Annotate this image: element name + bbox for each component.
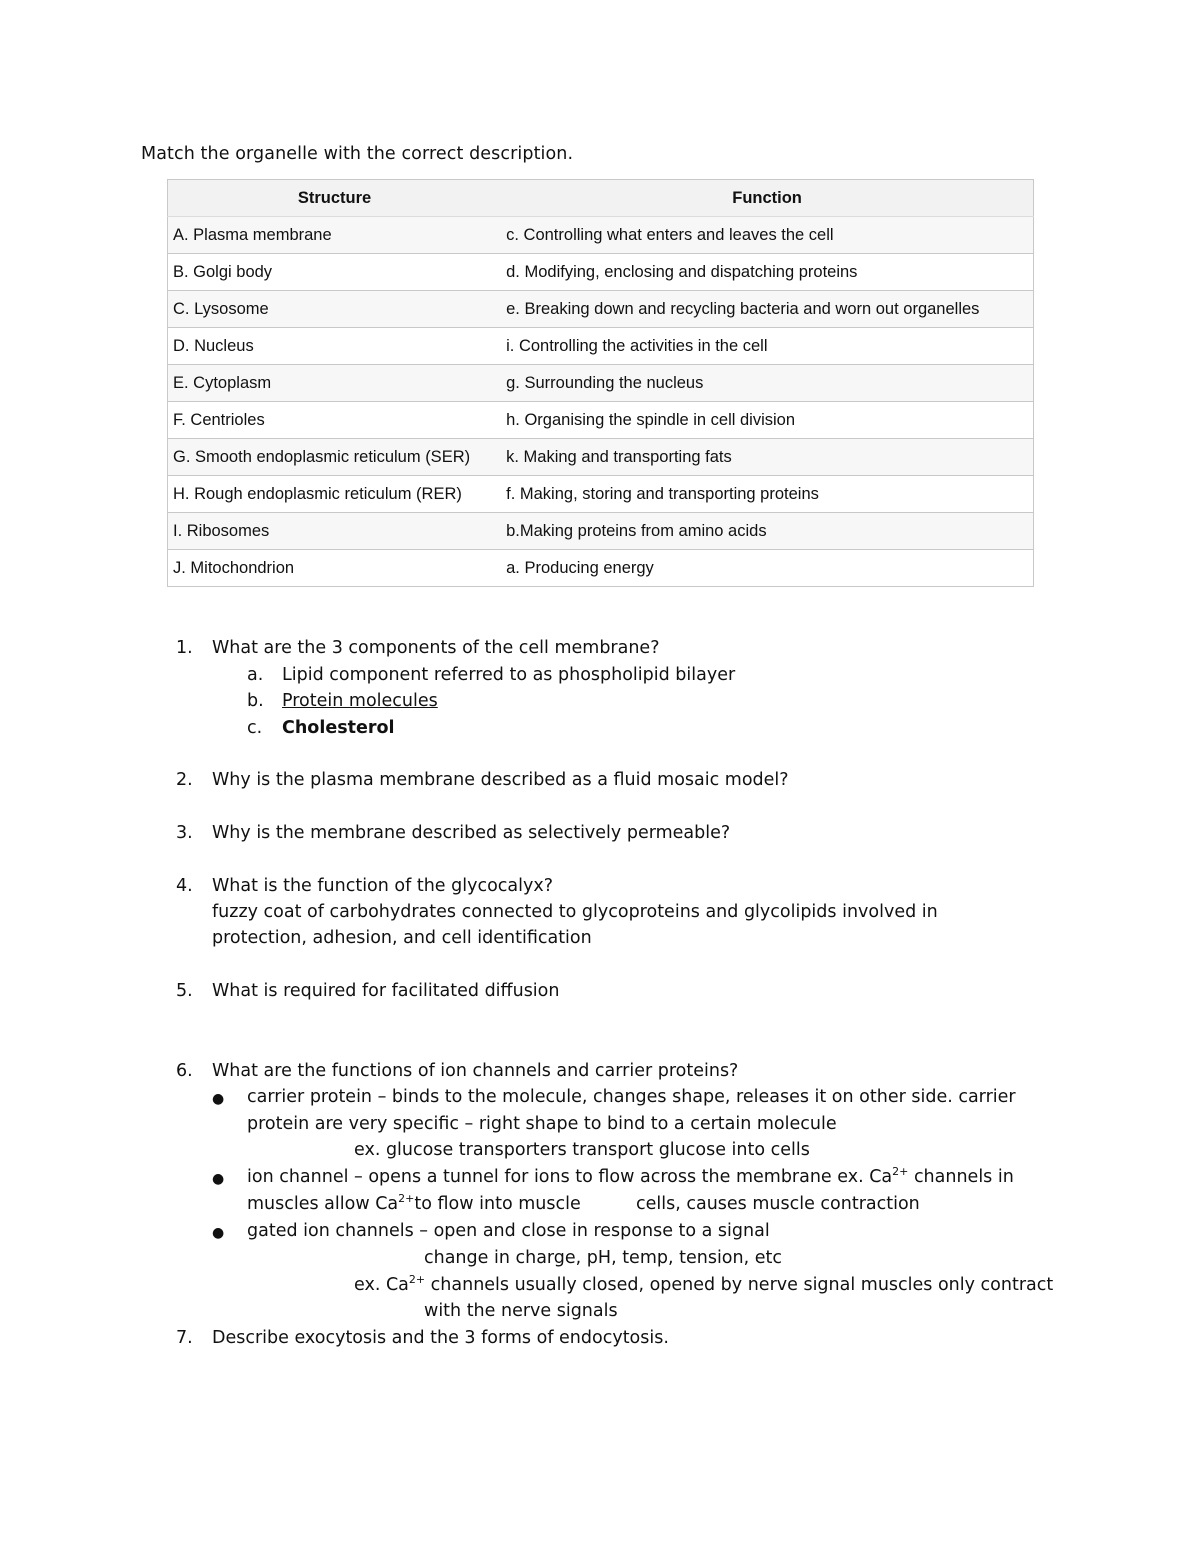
answer-line: cells, causes muscle contraction [636, 1194, 920, 1214]
structure-cell: J. Mitochondrion [168, 550, 502, 587]
question-number: 3. [176, 823, 193, 843]
sub-label: c. [247, 718, 263, 738]
structure-cell: F. Centrioles [168, 402, 502, 439]
bullet-icon: ● [212, 1171, 225, 1187]
bullet-icon: ● [212, 1225, 225, 1241]
question-number: 7. [176, 1328, 193, 1348]
structure-cell: H. Rough endoplasmic reticulum (RER) [168, 476, 502, 513]
answer-line: change in charge, pH, temp, tension, etc [424, 1248, 782, 1268]
answer-line: ion channel – opens a tunnel for ions to flow across the membrane ex. $Ca^{2+}$ channels in [247, 1165, 1014, 1187]
structure-cell: A. Plasma membrane [168, 217, 502, 254]
sub-label: a. [247, 665, 264, 685]
answer-line: ex. glucose transporters transport glucose into cells [354, 1140, 810, 1160]
function-cell: a. Producing energy [501, 550, 1033, 587]
table-row [168, 254, 1034, 291]
answer-a: Lipid component referred to as phospholipid bilayer [282, 665, 736, 685]
function-cell: b.Making proteins from amino acids [501, 513, 1033, 550]
question-text: Describe exocytosis and the 3 forms of endocytosis. [212, 1328, 669, 1348]
table-row [168, 550, 1034, 587]
table-row [168, 513, 1034, 550]
question-text: Why is the plasma membrane described as a fluid mosaic model? [212, 770, 789, 790]
answer-line: ex. $Ca^{2+}$ channels usually closed, opened by nerve signal muscles only contract [354, 1273, 1054, 1295]
table-row [168, 476, 1034, 513]
table-row [168, 217, 1034, 254]
table-row [168, 291, 1034, 328]
structure-cell: C. Lysosome [168, 291, 502, 328]
question-number: 6. [176, 1061, 193, 1081]
question-text: What is required for facilitated diffusion [212, 981, 560, 1001]
table-row [168, 439, 1034, 476]
question-number: 4. [176, 876, 193, 896]
function-cell: g. Surrounding the nucleus [501, 365, 1033, 402]
function-cell: i. Controlling the activities in the cell [501, 328, 1033, 365]
bullet-icon: ● [212, 1091, 225, 1107]
organelle-table [167, 179, 1034, 587]
function-cell: h. Organising the spindle in cell division [501, 402, 1033, 439]
function-cell: k. Making and transporting fats [501, 439, 1033, 476]
header-structure: Structure [168, 180, 502, 217]
table-row [168, 365, 1034, 402]
question-text: What are the 3 components of the cell membrane? [212, 638, 660, 658]
function-cell: c. Controlling what enters and leaves the cell [501, 217, 1033, 254]
answer-line: protein are very specific – right shape to bind to a certain molecule [247, 1114, 837, 1134]
structure-cell: I. Ribosomes [168, 513, 502, 550]
question-text: What are the functions of ion channels and carrier proteins? [212, 1061, 739, 1081]
function-cell: d. Modifying, enclosing and dispatching proteins [501, 254, 1033, 291]
header-function: Function [501, 180, 1033, 217]
answer-line: carrier protein – binds to the molecule, changes shape, releases it on other side. carrier [247, 1087, 1016, 1107]
answer-line: gated ion channels – open and close in response to a signal [247, 1221, 770, 1241]
function-cell: e. Breaking down and recycling bacteria and worn out organelles [501, 291, 1033, 328]
question-number: 2. [176, 770, 193, 790]
structure-cell: B. Golgi body [168, 254, 502, 291]
structure-cell: E. Cytoplasm [168, 365, 502, 402]
question-number: 5. [176, 981, 193, 1001]
answer-line: with the nerve signals [424, 1301, 618, 1321]
answer-c: Cholesterol [282, 718, 395, 738]
sub-label: b. [247, 691, 264, 711]
question-text: Why is the membrane described as selectively permeable? [212, 823, 731, 843]
question-text: What is the function of the glycocalyx? [212, 876, 553, 896]
answer-b: Protein molecules [282, 691, 438, 711]
structure-cell: G. Smooth endoplasmic reticulum (SER) [168, 439, 502, 476]
answer-line: protection, adhesion, and cell identification [212, 928, 592, 948]
table-row [168, 328, 1034, 365]
answer-line: muscles allow $Ca^{2+}to$ flow into muscle [247, 1192, 581, 1214]
function-cell: f. Making, storing and transporting proteins [501, 476, 1033, 513]
answer-line: fuzzy coat of carbohydrates connected to glycoproteins and glycolipids involved in [212, 902, 938, 922]
worksheet-intro: Match the organelle with the correct description. [141, 144, 574, 164]
structure-cell: D. Nucleus [168, 328, 502, 365]
question-number: 1. [176, 638, 193, 658]
table-row [168, 402, 1034, 439]
